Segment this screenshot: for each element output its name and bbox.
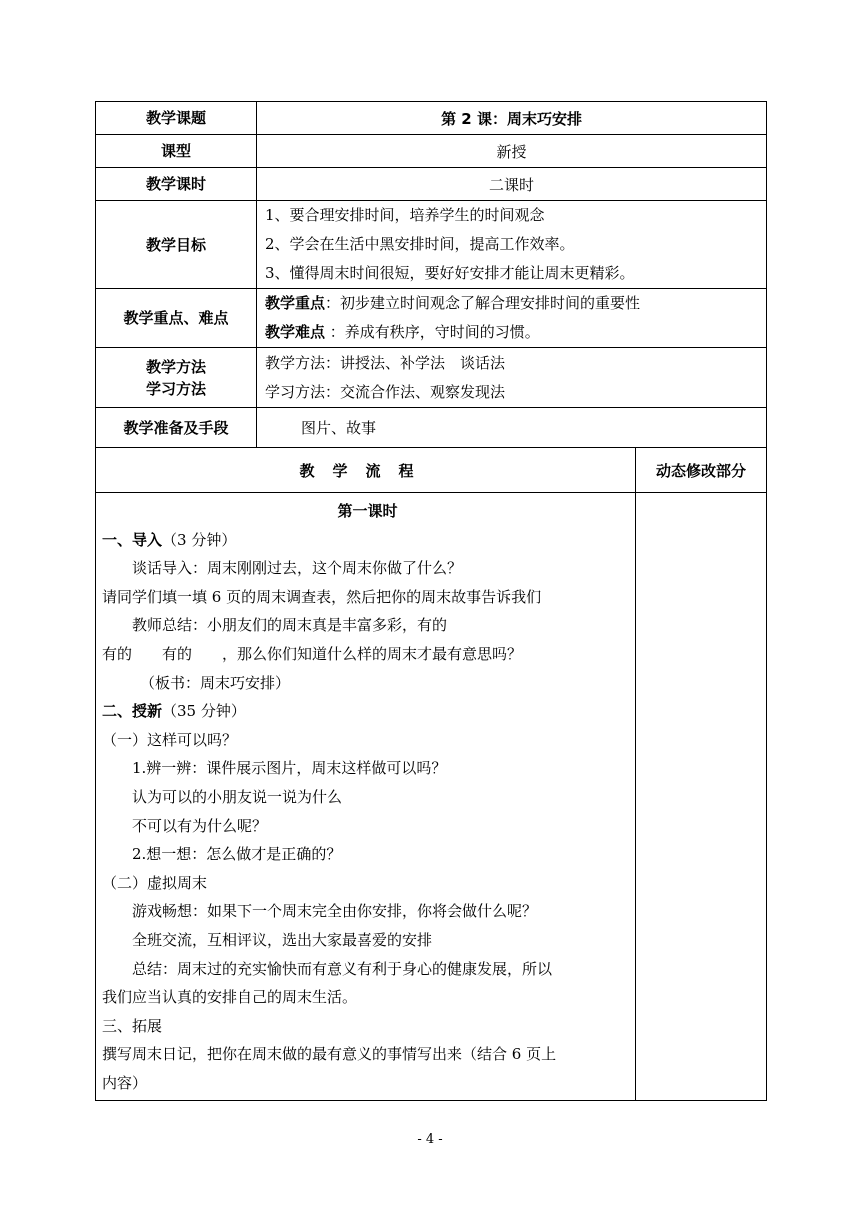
section-intro-title: 一、导入 xyxy=(102,530,163,549)
hours-label: 教学课时 xyxy=(96,168,257,201)
flow-line: 1.辨一辨：课件展示图片，周末这样做可以吗？ xyxy=(132,759,447,778)
dynamic-edit-header: 动态修改部分 xyxy=(636,448,767,493)
session-title: 第一课时 xyxy=(337,502,398,520)
topic-value: 第 2 课：周末巧安排 xyxy=(257,102,767,135)
learning-method-label: 学习方法 xyxy=(145,379,206,398)
row-hours xyxy=(96,168,767,201)
key-point-line xyxy=(265,289,766,318)
flow-line: 全班交流，互相评议，选出大家最喜爱的安排 xyxy=(132,930,433,949)
goal-item: 2、学会在生活中黑安排时间，提高工作效率。 xyxy=(265,235,575,253)
section-intro-time: （3 分钟） xyxy=(162,530,237,549)
flow-line: 我们应当认真的安排自己的周末生活。 xyxy=(102,988,358,1007)
row-type xyxy=(96,135,767,168)
prep-label: 教学准备及手段 xyxy=(96,408,257,448)
subsection-heading: （二）虚拟周末 xyxy=(102,873,208,892)
lesson-plan-table xyxy=(95,101,767,1101)
flow-line: （板书：周末巧安排） xyxy=(140,673,291,692)
teaching-method-text: 教学方法：讲授法、补学法 谈话法 xyxy=(265,353,506,372)
section-new-title: 二、授新 xyxy=(102,702,163,721)
page-number: - 4 - xyxy=(417,1132,443,1147)
section-extend-heading: 三、拓展 xyxy=(102,1016,163,1035)
flow-line: 教师总结：小朋友们的周末真是丰富多彩，有的 xyxy=(132,616,448,635)
flow-line: 2.想一想：怎么做才是正确的？ xyxy=(132,845,342,864)
process-content xyxy=(96,493,636,1101)
process-header: 教学流程 xyxy=(96,448,636,493)
keypoints-label: 教学重点、难点 xyxy=(96,289,257,348)
keypoints-content xyxy=(257,289,767,348)
row-flow-header xyxy=(96,448,767,493)
subsection-heading: （一）这样可以吗？ xyxy=(102,730,238,749)
row-keypoints xyxy=(96,289,767,348)
difficulty-text: ：养成有秩序，守时间的习惯。 xyxy=(325,323,540,341)
row-prep xyxy=(96,408,767,448)
flow-line: 内容） xyxy=(102,1073,148,1092)
goals-list xyxy=(257,201,767,289)
type-label: 课型 xyxy=(96,135,257,168)
section-new-heading xyxy=(102,697,633,726)
flow-line: 有的 有的 ，那么你们知道什么样的周末才最有意思吗？ xyxy=(102,644,523,663)
difficulty-label: 教学难点 xyxy=(265,323,326,341)
learning-method-text: 学习方法：交流合作法、观察发现法 xyxy=(265,382,506,401)
goals-label: 教学目标 xyxy=(96,201,257,289)
key-point-text: ：初步建立时间观念了解合理安排时间的重要性 xyxy=(325,294,641,312)
type-value: 新授 xyxy=(257,135,767,168)
flow-line: 总结：周末过的充实愉快而有意义有利于身心的健康发展，所以 xyxy=(132,959,553,978)
flow-line: 谈话导入：周末刚刚过去，这个周末你做了什么？ xyxy=(132,559,463,578)
key-point-label: 教学重点 xyxy=(265,294,326,312)
topic-label: 教学课题 xyxy=(96,102,257,135)
difficulty-line xyxy=(265,318,766,347)
flow-line: 撰写周末日记，把你在周末做的最有意义的事情写出来（结合 6 页上 xyxy=(102,1045,557,1064)
section-intro-heading xyxy=(102,526,633,555)
flow-line: 认为可以的小朋友说一说为什么 xyxy=(132,787,343,806)
methods-label xyxy=(96,348,257,408)
row-methods xyxy=(96,348,767,408)
section-new-time: （35 分钟） xyxy=(162,702,246,721)
dynamic-edit-cell xyxy=(636,493,767,1101)
row-flow-body xyxy=(96,493,767,1101)
flow-line: 游戏畅想：如果下一个周末完全由你安排，你将会做什么呢？ xyxy=(132,902,538,921)
flow-line: 请同学们填一填 6 页的周末调查表，然后把你的周末故事告诉我们 xyxy=(102,587,542,606)
goal-item: 3、懂得周末时间很短，要好好安排才能让周末更精彩。 xyxy=(265,264,635,282)
hours-value: 二课时 xyxy=(257,168,767,201)
prep-value: 图片、故事 xyxy=(257,408,767,448)
methods-content xyxy=(257,348,767,408)
goal-item: 1、要合理安排时间，培养学生的时间观念 xyxy=(265,206,545,224)
row-topic xyxy=(96,102,767,135)
row-goals xyxy=(96,201,767,289)
teaching-method-label: 教学方法 xyxy=(145,357,206,376)
flow-line: 不可以有为什么呢？ xyxy=(132,816,268,835)
